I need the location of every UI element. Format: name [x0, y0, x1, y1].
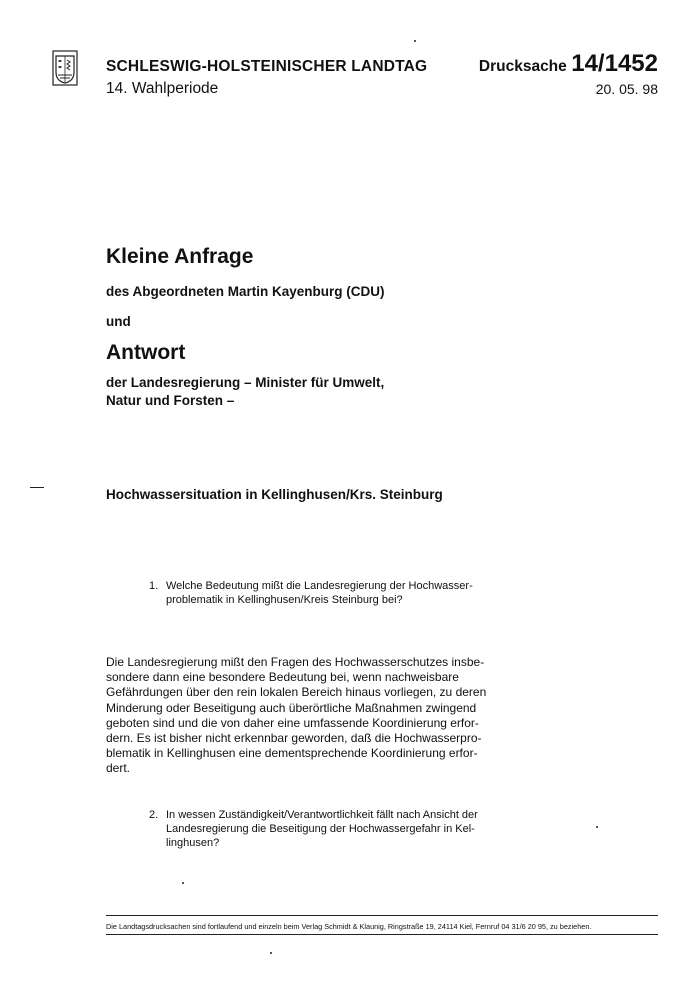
question-line: problematik in Kellinghusen/Kreis Steinburg bei?	[166, 594, 403, 606]
responder-line-2: Natur und Forsten –	[106, 393, 235, 408]
answer-line: blematik in Kellinghusen eine dementsprechende Koordinierung erfor-	[106, 746, 478, 761]
footer-rule-top	[106, 915, 658, 916]
answer-line: Minderung oder Beseitigung auch überörtliche Maßnahmen zwingend	[106, 700, 477, 715]
question-line: Welche Bedeutung mißt die Landesregierung der Hochwasser-	[166, 580, 473, 592]
answer-line: dert.	[106, 761, 131, 776]
document-date: 20. 05. 98	[595, 81, 658, 97]
drucksache-label: Drucksache	[478, 58, 567, 75]
answer-line: Gefährdungen über den rein lokalen Bereich hinaus vorliegen, zu deren	[106, 685, 487, 700]
margin-mark	[30, 487, 44, 488]
responder-line-1: der Landesregierung – Minister für Umwelt,	[106, 375, 385, 390]
scan-speck	[414, 40, 416, 42]
heading-kleine-anfrage: Kleine Anfrage	[106, 245, 254, 268]
question-line: linghusen?	[166, 837, 220, 849]
answer-line: dern. Es ist bisher nicht erkennbar geworden, daß die Hochwasserpro-	[106, 731, 482, 746]
legislative-period: 14. Wahlperiode	[106, 80, 219, 97]
scan-speck	[182, 882, 184, 884]
answer-line: Die Landesregierung mißt den Fragen des Hochwasserschutzes insbe-	[106, 655, 485, 669]
question-line: In wessen Zuständigkeit/Verantwortlichkeit fällt nach Ansicht der	[166, 809, 478, 821]
answer-line: sondere dann eine besondere Bedeutung bei, wenn nachweisbare	[106, 670, 459, 685]
drucksache-number: 14/1452	[571, 50, 658, 77]
scan-speck	[596, 826, 598, 828]
parliament-name: SCHLESWIG-HOLSTEINISCHER LANDTAG	[106, 58, 428, 75]
document-number	[479, 50, 658, 78]
question-number: 2.	[149, 809, 159, 821]
scan-speck	[270, 952, 272, 954]
answer-1	[106, 655, 490, 777]
answer-line: geboten sind und die von daher eine umfassende Koordinierung erfor-	[106, 715, 479, 730]
question-number: 1.	[149, 580, 159, 592]
question-text	[166, 808, 496, 850]
author-line: des Abgeordneten Martin Kayenburg (CDU)	[106, 284, 385, 299]
question-line: Landesregierung die Beseitigung der Hochwassergefahr in Kel-	[166, 823, 475, 835]
footer-rule-bottom	[106, 934, 658, 935]
footer-note: Die Landtagsdrucksachen sind fortlaufend und einzeln beim Verlag Schmidt & Klaunig, Ringstraße 19, 24114 Kiel, Fernruf 04 31/6 20 95, zu beziehen.	[106, 922, 592, 931]
heading-antwort: Antwort	[106, 341, 186, 364]
subject-line: Hochwassersituation in Kellinghusen/Krs. Steinburg	[106, 487, 443, 502]
coat-of-arms-icon	[52, 50, 78, 86]
question-text	[166, 579, 496, 607]
conjunction: und	[106, 314, 131, 329]
